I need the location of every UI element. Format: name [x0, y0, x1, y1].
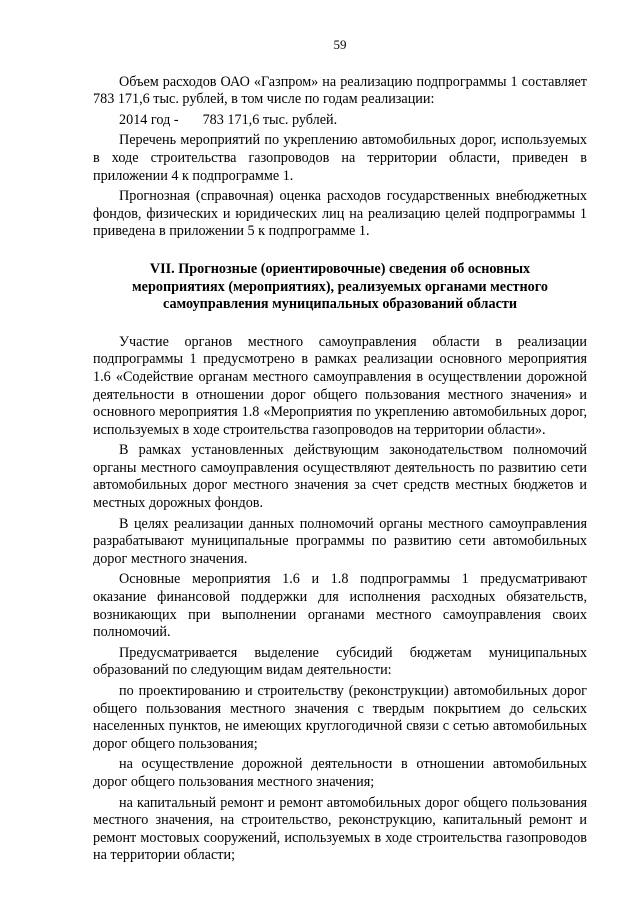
list-item-design-construction: по проектированию и строительству (реконструкции) автомобильных дорог общего пользования местного значения с твердым покрытием до сельских населенных пунктов, не имеющих круглогодичной связи с сетью автомобильных дорог общего пользования; [93, 683, 587, 752]
list-item-capital-repair: на капитальный ремонт и ремонт автомобильных дорог общего пользования местного значения, на строительство, реконструкцию, капитальный ремонт и ремонт мостовых сооружений, используемых в ходе строительства газопроводов на территории области; [93, 794, 587, 864]
document-page [93, 36, 587, 868]
paragraph-subsidies: Предусматривается выделение субсидий бюджетам муниципальных образований по следующим видам деятельности: [93, 644, 587, 679]
paragraph-powers: В рамках установленных действующим законодательством полномочий органы местного самоуправления осуществляют деятельность по развитию сети автомобильных дорог местного значения за счет средств местных бюджетов и местных дорожных фондов. [93, 442, 587, 512]
paragraph-participation: Участие органов местного самоуправления области в реализации подпрограммы 1 предусмотрено в рамках реализации основного мероприятия 1.6 «Содействие органам местного самоуправления в осуществлении дорожной деятельности в отношении дорог общего пользования местного значения» и основного мероприятия 1.8 «Мероприятия по укреплению автомобильных дорог, используемых в ходе строительства газопроводов на территории области». [93, 333, 587, 438]
paragraph-gazprom-costs: Объем расходов ОАО «Газпром» на реализацию подпрограммы 1 составляет 783 171,6 тыс. рублей, в том числе по годам реализации: [93, 73, 587, 108]
section-heading-line-2: мероприятиях (мероприятиях), реализуемых органами местного [132, 278, 548, 295]
paragraph-programs: В целях реализации данных полномочий органы местного самоуправления разрабатывают муниципальные программы по развитию сети автомобильных дорог местного значения. [93, 515, 587, 567]
year-line [93, 112, 587, 130]
year-amount: 783 171,6 тыс. рублей. [202, 111, 338, 128]
paragraph-appendix-5: Прогнозная (справочная) оценка расходов государственных внебюджетных фондов, физических и юридических лиц на реализацию целей подпрограммы 1 приведена в приложении 5 к подпрограмме 1. [93, 188, 587, 240]
page-number: 59 [333, 37, 347, 52]
section-heading [93, 261, 587, 314]
list-item-road-activity: на осуществление дорожной деятельности в отношении автомобильных дорог общего пользования местного значения; [93, 756, 587, 790]
paragraph-appendix-4: Перечень мероприятий по укреплению автомобильных дорог, используемых в ходе строительства газопроводов на территории области, приведен в приложении 4 к подпрограмме 1. [93, 132, 587, 184]
section-heading-line-3: самоуправления муниципальных образований области [162, 296, 518, 313]
section-heading-line-1: VII. Прогнозные (ориентировочные) сведения об основных [149, 260, 531, 277]
year-label: 2014 год - [119, 111, 179, 128]
paragraph-financial-support: Основные мероприятия 1.6 и 1.8 подпрограммы 1 предусматривают оказание финансовой поддержки для исполнения расходных обязательств, возникающих при выполнении органами местного самоуправления своих полномочий. [93, 571, 587, 641]
